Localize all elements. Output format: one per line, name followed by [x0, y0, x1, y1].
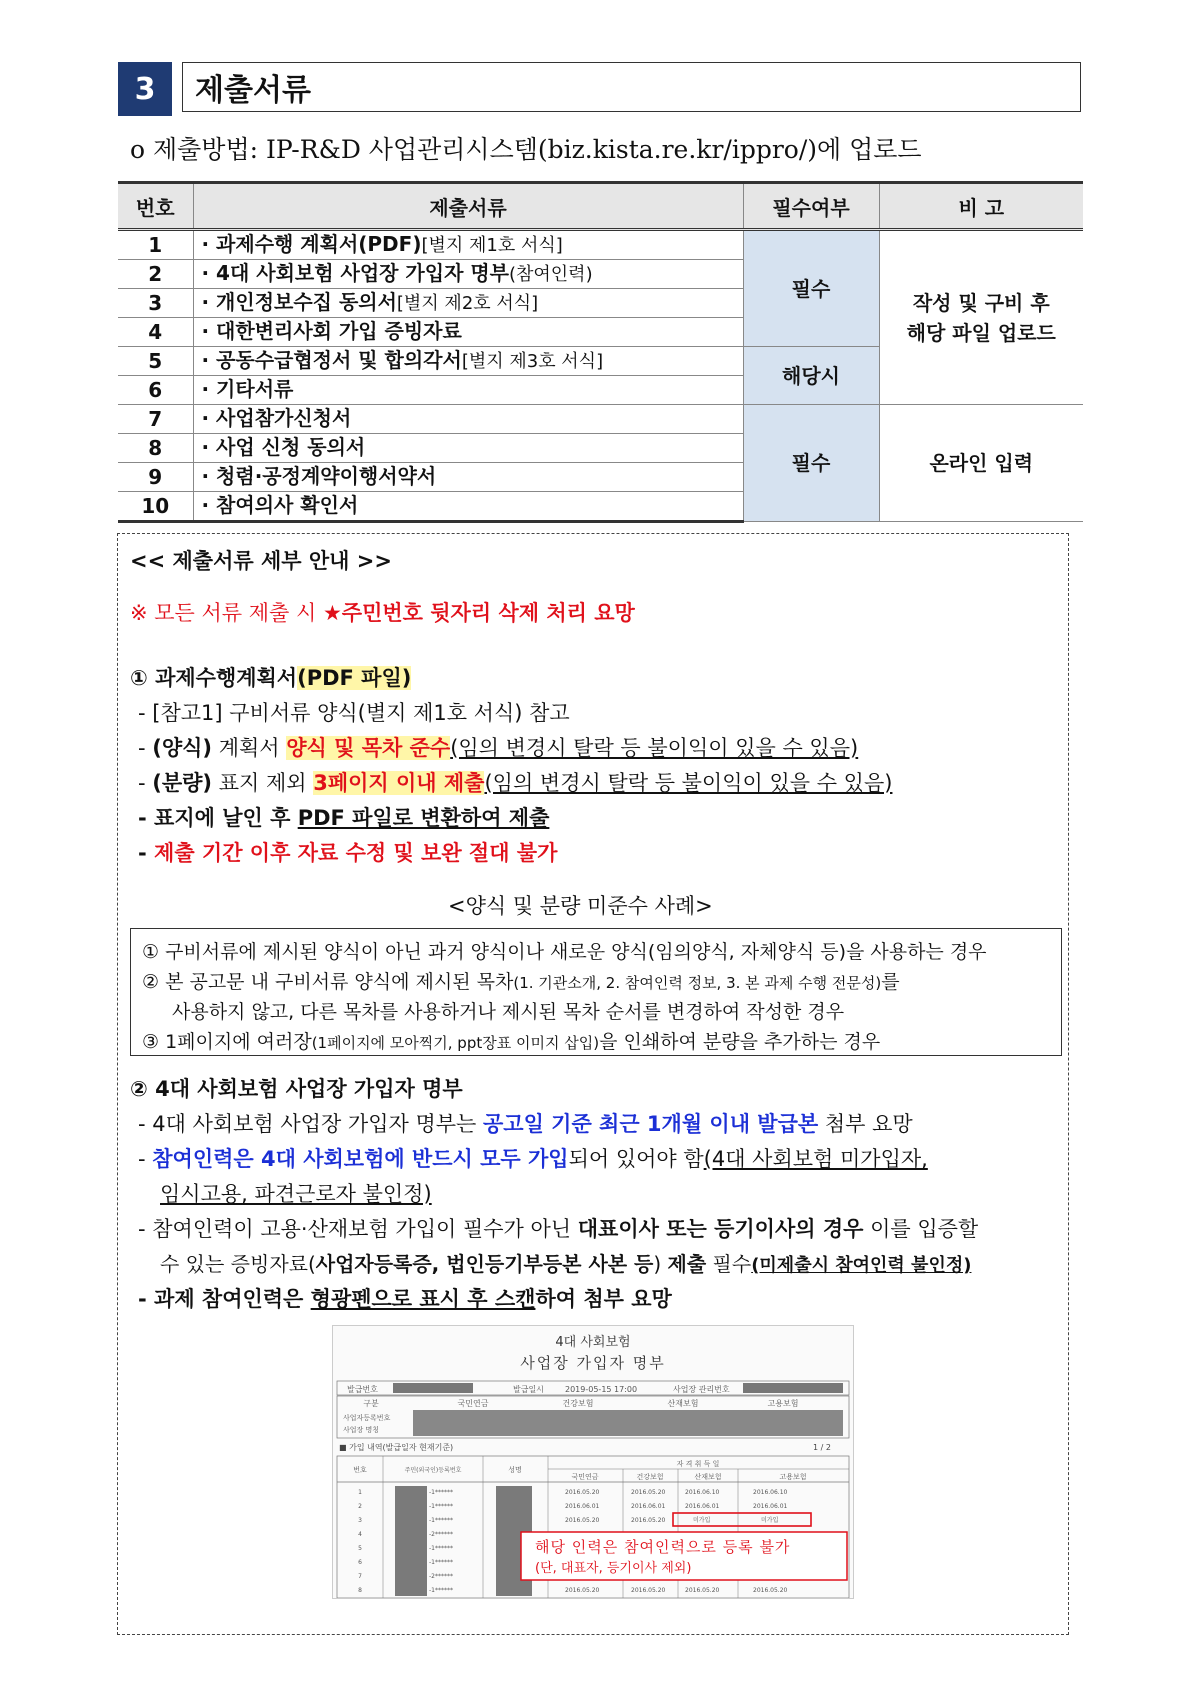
- text: ② 본 공고문 내 구비서류 양식에 제시된 목차: [142, 971, 514, 993]
- roster-row-num: 8: [358, 1587, 362, 1594]
- section1-pdf: (PDF 파일): [297, 666, 412, 690]
- roster-issue-label: 발급번호: [347, 1385, 378, 1394]
- section1-title: ① 과제수행계획서: [130, 666, 298, 690]
- documents-table: [118, 181, 1083, 523]
- roster-row-num: 6: [358, 1559, 362, 1566]
- row-document: [193, 318, 743, 347]
- roster-biz-label: 사업장 관리번호: [673, 1385, 730, 1394]
- roster-date: 2016.06.10: [753, 1489, 788, 1496]
- roster-row-id: -1******: [429, 1545, 453, 1552]
- text: 수 있는 증빙자료(: [160, 1252, 316, 1276]
- exclusion: (4대 사회보험 미가입자,: [703, 1147, 928, 1171]
- doc-name: · 청렴·공정계약이행서약서: [201, 464, 437, 488]
- warning-line: [130, 597, 635, 627]
- roster-date: 2016.05.20: [631, 1489, 666, 1496]
- case-3: [142, 1027, 880, 1054]
- emphasis: 양식 및 목차 준수: [286, 736, 451, 760]
- emphasis: 제출: [667, 1252, 707, 1276]
- text: 첨부 요망: [818, 1112, 913, 1136]
- text: 이를 입증할: [863, 1217, 979, 1241]
- caution: (미제출시 참여인력 불인정): [751, 1255, 972, 1276]
- roster-date: 2016.05.20: [565, 1489, 600, 1496]
- roster-reg: 사업자등록번호: [343, 1414, 391, 1422]
- doc-name: · 기타서류: [201, 377, 294, 401]
- roster-date: 2016.05.20: [631, 1587, 666, 1594]
- cases-title: <양식 및 분량 미준수 사례>: [448, 894, 713, 918]
- section1-line3: [138, 767, 892, 797]
- roster-date: 2016.05.20: [685, 1587, 720, 1594]
- warning-emphasis: ★주민번호 뒷자리 삭제 처리 요망: [322, 601, 635, 625]
- emphasis: 제출 기간 이후 자료 수정 및 보완 절대 불가: [154, 841, 558, 865]
- roster-illustration: [333, 1326, 853, 1598]
- text: 를: [881, 971, 900, 993]
- required-cell: 필수: [743, 230, 879, 347]
- roster-sub-header: 산재보험: [694, 1473, 722, 1481]
- note-line: 작성 및 구비 후: [912, 290, 1050, 315]
- warning-text: ※ 모든 서류 제출 시: [130, 601, 323, 625]
- roster-date: 2016.05.20: [631, 1517, 666, 1524]
- row-document: [193, 434, 743, 463]
- roster-sub-header: 국민연금: [571, 1473, 599, 1481]
- label-volume: (분량): [152, 771, 213, 795]
- roster-row-id: -1******: [429, 1517, 453, 1524]
- roster-name: 사업장 명칭: [343, 1426, 380, 1434]
- roster-sub-header: 주민(외국인)등록번호: [404, 1467, 462, 1474]
- roster-row-num: 3: [358, 1517, 362, 1524]
- roster-date: 2016.05.20: [753, 1587, 788, 1594]
- section-number: 3: [118, 62, 172, 116]
- roster-page: 1 / 2: [813, 1443, 831, 1452]
- caution: (임의 변경시 탈락 등 불이익이 있을 수 있음): [484, 771, 893, 795]
- roster-date: 2016.06.01: [565, 1503, 600, 1510]
- note-line: 해당 파일 업로드: [906, 320, 1056, 345]
- text: ): [653, 1252, 668, 1276]
- emphasis: 3페이지 이내 제출: [313, 771, 485, 795]
- section1-line4: [138, 802, 549, 832]
- header-number: 번호: [118, 183, 193, 230]
- doc-name: · 참여의사 확인서: [201, 493, 359, 517]
- roster-row-id: -1******: [429, 1559, 453, 1566]
- row-number: 4: [118, 318, 193, 347]
- roster-title1: 4대 사회보험: [555, 1335, 631, 1350]
- table-header-row: [118, 183, 1083, 230]
- label-format: (양식): [152, 736, 213, 760]
- emphasis: 사업자등록증, 법인등기부등본 사본 등: [315, 1252, 654, 1276]
- roster-date-label: 발급일시: [513, 1385, 544, 1394]
- text: - 표지에 날인 후: [138, 806, 298, 830]
- roster-col: 구분: [363, 1399, 379, 1408]
- section2-line1: [138, 1108, 913, 1138]
- roster-date: 미가입: [761, 1517, 779, 1524]
- dash: -: [138, 1147, 153, 1171]
- text: 필수: [706, 1252, 752, 1276]
- section2-line3: [138, 1213, 978, 1243]
- roster-date: 2016.06.01: [753, 1503, 788, 1510]
- section2-line2-cont: 임시고용, 파견근로자 불인정): [160, 1182, 432, 1206]
- roster-row-num: 4: [358, 1531, 362, 1538]
- submission-method: o 제출방법: IP-R&D 사업관리시스템(biz.kista.re.kr/ippro/)에 업로드: [130, 135, 922, 164]
- section-header: [118, 62, 1083, 116]
- caution: (임의 변경시 탈락 등 불이익이 있을 수 있음): [450, 736, 859, 760]
- roster-date: 2016.06.10: [685, 1489, 720, 1496]
- callout-line1: 해당 인력은 참여인력으로 등록 불가: [535, 1538, 791, 1556]
- header-document: 제출서류: [193, 183, 743, 230]
- roster-sub-header: 고용보험: [779, 1473, 807, 1481]
- roster-date: 2016.06.01: [685, 1503, 720, 1510]
- text: ③ 1페이지에 여러장: [142, 1031, 312, 1053]
- text: 계획서: [212, 736, 287, 760]
- row-document: [193, 376, 743, 405]
- toc-list: (1. 기관소개, 2. 참여인력 정보, 3. 본 과제 수행 전문성): [513, 974, 882, 992]
- section2-line2: [138, 1143, 928, 1173]
- emphasis: 공고일 기준 최근 1개월 이내 발급본: [483, 1112, 819, 1136]
- row-document: [193, 463, 743, 492]
- roster-row-id: -1******: [429, 1587, 453, 1594]
- dash: -: [138, 736, 153, 760]
- required-cell: 해당시: [743, 347, 879, 405]
- text: - 4대 사회보험 사업장 가입자 명부는: [138, 1112, 483, 1136]
- roster-row-id: -1******: [429, 1503, 453, 1510]
- row-number: 10: [118, 492, 193, 522]
- callout-line2: (단, 대표자, 등기이사 제외): [535, 1561, 692, 1576]
- text: 을 인쇄하여 분량을 추가하는 경우: [599, 1031, 881, 1053]
- roster-col: 건강보험: [562, 1399, 594, 1408]
- guide-title: << 제출서류 세부 안내 >>: [130, 549, 392, 573]
- section2-line4: [138, 1283, 672, 1313]
- doc-name: · 4대 사회보험 사업장 가입자 명부: [201, 261, 509, 285]
- row-document: [193, 347, 743, 376]
- dash: -: [138, 841, 155, 865]
- row-number: 5: [118, 347, 193, 376]
- doc-name: · 개인정보수집 동의서: [201, 290, 397, 314]
- roster-row-id: -2******: [429, 1531, 453, 1538]
- emphasis: 참여인력은 4대 사회보험에 반드시 모두 가입: [152, 1147, 569, 1171]
- text: 되어 있어야 함: [568, 1147, 704, 1171]
- emphasis: 형광펜으로 표시 후 스캔: [310, 1287, 536, 1311]
- roster-row-num: 7: [358, 1573, 362, 1580]
- row-document: [193, 492, 743, 522]
- row-number: 2: [118, 260, 193, 289]
- section1-heading: [130, 662, 411, 692]
- roster-col: 산재보험: [667, 1399, 699, 1408]
- doc-name: · 대한변리사회 가입 증빙자료: [201, 319, 462, 343]
- roster-date: 2016.05.20: [565, 1517, 600, 1524]
- roster-row-num: 5: [358, 1545, 362, 1552]
- section-title: 제출서류: [182, 62, 1081, 112]
- header-note: 비 고: [879, 183, 1083, 230]
- doc-form: [별지 제1호 서식]: [421, 235, 563, 256]
- doc-name: · 과제수행 계획서(PDF): [201, 232, 422, 256]
- row-document: [193, 289, 743, 318]
- row-number: 3: [118, 289, 193, 318]
- detail: (1페이지에 모아찍기, ppt장표 이미지 삽입): [311, 1034, 600, 1052]
- roster-date: 미가입: [693, 1517, 711, 1524]
- roster-col: 국민연금: [457, 1399, 489, 1408]
- row-number: 8: [118, 434, 193, 463]
- doc-name: · 공동수급협정서 및 합의각서: [201, 348, 462, 372]
- roster-row-id: -1******: [429, 1489, 453, 1496]
- row-number: 1: [118, 230, 193, 260]
- text: 하여 첨부 요망: [535, 1287, 672, 1311]
- row-document: [193, 405, 743, 434]
- table-row: [118, 230, 1083, 260]
- roster-row-num: 1: [358, 1489, 362, 1496]
- row-number: 9: [118, 463, 193, 492]
- required-cell: 필수: [743, 405, 879, 522]
- row-number: 6: [118, 376, 193, 405]
- section2-line3-cont: [160, 1248, 971, 1277]
- text: - 참여인력이 고용·산재보험 가입이 필수가 아닌: [138, 1217, 578, 1241]
- roster-date: 2019-05-15 17:00: [565, 1385, 638, 1394]
- table-row: [118, 405, 1083, 434]
- header-required: 필수여부: [743, 183, 879, 230]
- note-cell: 온라인 입력: [879, 405, 1083, 522]
- section2-heading: ② 4대 사회보험 사업장 가입자 명부: [130, 1077, 463, 1101]
- row-document: [193, 260, 743, 289]
- dash: -: [138, 771, 153, 795]
- text: - 과제 참여인력은: [138, 1287, 311, 1311]
- roster-title2: 사업장 가입자 명부: [520, 1354, 666, 1372]
- roster-sub-header: 건강보험: [636, 1473, 664, 1481]
- roster-date: 2016.05.20: [565, 1587, 600, 1594]
- roster-qual: 자 격 취 득 일: [676, 1460, 720, 1468]
- note-cell: [879, 230, 1083, 405]
- roster-list-title: ■ 가입 내역(발급일자 현재기준): [339, 1443, 454, 1452]
- text: 표지 제외: [212, 771, 314, 795]
- row-number: 7: [118, 405, 193, 434]
- doc-form: [별지 제3호 서식]: [461, 351, 604, 372]
- roster-date: 2016.06.01: [631, 1503, 666, 1510]
- case-2: [142, 967, 900, 994]
- doc-name: · 사업참가신청서: [201, 406, 352, 430]
- doc-form: (참여인력): [509, 264, 593, 285]
- scanned-roster-image: [332, 1325, 854, 1599]
- case-1: ① 구비서류에 제시된 양식이 아닌 과거 양식이나 새로운 양식(임의양식, 자체양식 등)을 사용하는 경우: [142, 941, 987, 963]
- row-document: [193, 230, 743, 260]
- roster-row-id: -2******: [429, 1573, 453, 1580]
- section1-line2: [138, 732, 858, 762]
- case-2-cont: 사용하지 않고, 다른 목차를 사용하거나 제시된 목차 순서를 변경하여 작성한 경우: [172, 1001, 845, 1023]
- roster-col: 고용보험: [767, 1399, 799, 1408]
- roster-sub-header: 성명: [508, 1466, 522, 1474]
- doc-name: · 사업 신청 동의서: [201, 435, 366, 459]
- section1-line1: - [참고1] 구비서류 양식(별지 제1호 서식) 참고: [138, 701, 570, 725]
- emphasis: 대표이사 또는 등기이사의 경우: [577, 1217, 864, 1241]
- roster-sub-header: 번호: [353, 1466, 367, 1474]
- emphasis: PDF 파일로 변환하여 제출: [297, 806, 550, 830]
- section1-line5: [138, 837, 557, 867]
- roster-row-num: 2: [358, 1503, 362, 1510]
- doc-form: [별지 제2호 서식]: [396, 293, 539, 314]
